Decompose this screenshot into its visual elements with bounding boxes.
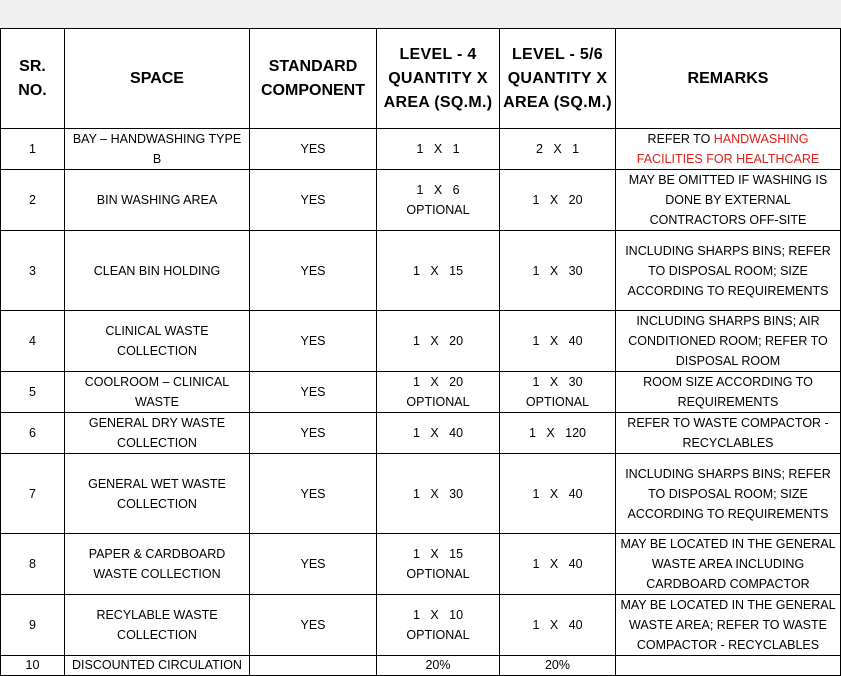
level-5-6-optional: OPTIONAL <box>525 395 590 409</box>
level-4-quantity: 1 X 10 <box>412 608 464 622</box>
cell-remarks[interactable] <box>616 129 841 170</box>
cell-level-5-6[interactable] <box>500 129 616 170</box>
cell-sr-no[interactable]: 3 <box>1 231 65 311</box>
level-4-quantity: 1 X 20 <box>412 375 464 389</box>
table-row <box>1 170 841 231</box>
cell-remarks[interactable]: INCLUDING SHARPS BINS; AIR CONDITIONED ROOM; REFER TO DISPOSAL ROOM <box>616 311 841 372</box>
cell-level-5-6[interactable] <box>500 454 616 534</box>
level-5-6-quantity: 1 X 30 <box>532 263 583 278</box>
level-5-6-quantity: 1 X 40 <box>532 334 583 348</box>
table-row <box>1 413 841 454</box>
level-4-quantity: 1 X 20 <box>412 334 464 348</box>
cell-sr-no[interactable]: 2 <box>1 170 65 231</box>
table-row <box>1 454 841 534</box>
cell-level-4[interactable] <box>377 231 500 311</box>
cell-level-5-6[interactable] <box>500 595 616 656</box>
cell-space[interactable]: CLEAN BIN HOLDING <box>65 231 250 311</box>
cell-sr-no[interactable]: 8 <box>1 534 65 595</box>
cell-level-4[interactable] <box>377 454 500 534</box>
cell-level-4[interactable] <box>377 534 500 595</box>
header-space[interactable]: SPACE <box>65 29 250 129</box>
header-remarks[interactable]: REMARKS <box>616 29 841 129</box>
cell-level-5-6[interactable] <box>500 534 616 595</box>
cell-space[interactable]: BAY – HANDWASHING TYPE B <box>65 129 250 170</box>
cell-level-5-6[interactable]: 20% <box>500 656 616 676</box>
cell-level-4[interactable] <box>377 311 500 372</box>
cell-remarks[interactable]: MAY BE LOCATED IN THE GENERAL WASTE AREA INCLUDING CARDBOARD COMPACTOR <box>616 534 841 595</box>
cell-remarks[interactable]: MAY BE OMITTED IF WASHING IS DONE BY EXTERNAL CONTRACTORS OFF-SITE <box>616 170 841 231</box>
cell-remarks[interactable]: MAY BE LOCATED IN THE GENERAL WASTE AREA; REFER TO WASTE COMPACTOR - RECYCLABLES <box>616 595 841 656</box>
cell-standard[interactable]: YES <box>250 413 377 454</box>
level-5-6-quantity: 1 X 20 <box>532 193 583 207</box>
cell-sr-no[interactable]: 4 <box>1 311 65 372</box>
cell-space[interactable]: GENERAL DRY WASTE COLLECTION <box>65 413 250 454</box>
cell-level-5-6[interactable] <box>500 311 616 372</box>
cell-space[interactable]: COOLROOM – CLINICAL WASTE <box>65 372 250 413</box>
table-row <box>1 656 841 676</box>
cell-standard[interactable]: YES <box>250 372 377 413</box>
level-4-optional: OPTIONAL <box>406 203 470 217</box>
header-row <box>1 29 841 129</box>
cell-sr-no[interactable]: 6 <box>1 413 65 454</box>
remarks-text: REFER TO <box>647 132 714 146</box>
level-5-6-quantity: 1 X 120 <box>529 426 586 440</box>
level-4-optional: OPTIONAL <box>406 567 470 581</box>
cell-space[interactable]: BIN WASHING AREA <box>65 170 250 231</box>
cell-sr-no[interactable]: 1 <box>1 129 65 170</box>
level-5-6-quantity: 1 X 40 <box>532 618 583 632</box>
cell-standard[interactable]: YES <box>250 534 377 595</box>
cell-level-5-6[interactable] <box>500 170 616 231</box>
level-5-6-quantity: 1 X 40 <box>532 557 583 571</box>
level-4-optional: OPTIONAL <box>406 628 470 642</box>
cell-sr-no[interactable]: 7 <box>1 454 65 534</box>
level-4-optional: OPTIONAL <box>406 395 470 409</box>
cell-sr-no[interactable]: 9 <box>1 595 65 656</box>
table-row <box>1 129 841 170</box>
cell-space[interactable]: PAPER & CARDBOARD WASTE COLLECTION <box>65 534 250 595</box>
level-5-6-quantity: 1 X 30 <box>532 375 583 389</box>
cell-level-4[interactable] <box>377 413 500 454</box>
cell-level-5-6[interactable] <box>500 231 616 311</box>
level-5-6-quantity: 1 X 40 <box>532 486 583 501</box>
cell-standard[interactable] <box>250 656 377 676</box>
header-sr-no[interactable]: SR. NO. <box>1 29 65 129</box>
level-4-quantity: 1 X 15 <box>412 547 464 561</box>
table-row <box>1 595 841 656</box>
cell-remarks[interactable] <box>616 656 841 676</box>
level-4-quantity: 1 X 30 <box>412 486 464 501</box>
cell-remarks[interactable]: INCLUDING SHARPS BINS; REFER TO DISPOSAL ROOM; SIZE ACCORDING TO REQUIREMENTS <box>616 231 841 311</box>
cell-standard[interactable]: YES <box>250 454 377 534</box>
cell-remarks[interactable]: REFER TO WASTE COMPACTOR - RECYCLABLES <box>616 413 841 454</box>
spreadsheet-toolbar <box>0 0 841 29</box>
cell-sr-no[interactable]: 5 <box>1 372 65 413</box>
cell-level-4[interactable]: 20% <box>377 656 500 676</box>
cell-space[interactable]: RECYLABLE WASTE COLLECTION <box>65 595 250 656</box>
table-row <box>1 311 841 372</box>
level-4-quantity: 1 X 40 <box>412 426 464 440</box>
cell-sr-no[interactable]: 10 <box>1 656 65 676</box>
cell-level-4[interactable] <box>377 170 500 231</box>
waste-management-table <box>0 28 841 676</box>
header-level-5-6[interactable]: LEVEL - 5/6 QUANTITY X AREA (SQ.M.) <box>500 29 616 129</box>
cell-standard[interactable]: YES <box>250 595 377 656</box>
cell-level-5-6[interactable] <box>500 413 616 454</box>
cell-level-4[interactable] <box>377 595 500 656</box>
table-row <box>1 231 841 311</box>
level-4-quantity: 1 X 15 <box>412 263 464 278</box>
level-5-6-quantity: 2 X 1 <box>535 142 580 156</box>
level-4-quantity: 1 X 1 <box>416 142 460 156</box>
cell-standard[interactable]: YES <box>250 231 377 311</box>
cell-level-4[interactable] <box>377 372 500 413</box>
cell-level-4[interactable] <box>377 129 500 170</box>
cell-space[interactable]: CLINICAL WASTE COLLECTION <box>65 311 250 372</box>
cell-space[interactable]: DISCOUNTED CIRCULATION <box>65 656 250 676</box>
remarks-link[interactable]: HANDWASHING FACILITIES FOR HEALTHCARE <box>636 132 820 166</box>
cell-standard[interactable]: YES <box>250 129 377 170</box>
header-standard-component[interactable]: STANDARD COMPONENT <box>250 29 377 129</box>
level-4-quantity: 1 X 6 <box>416 183 460 197</box>
header-level-4[interactable]: LEVEL - 4 QUANTITY X AREA (SQ.M.) <box>377 29 500 129</box>
cell-level-5-6[interactable] <box>500 372 616 413</box>
table-row <box>1 372 841 413</box>
cell-standard[interactable]: YES <box>250 170 377 231</box>
table-row <box>1 534 841 595</box>
cell-standard[interactable]: YES <box>250 311 377 372</box>
cell-space[interactable]: GENERAL WET WASTE COLLECTION <box>65 454 250 534</box>
cell-remarks[interactable]: INCLUDING SHARPS BINS; REFER TO DISPOSAL ROOM; SIZE ACCORDING TO REQUIREMENTS <box>616 454 841 534</box>
cell-remarks[interactable]: ROOM SIZE ACCORDING TO REQUIREMENTS <box>616 372 841 413</box>
